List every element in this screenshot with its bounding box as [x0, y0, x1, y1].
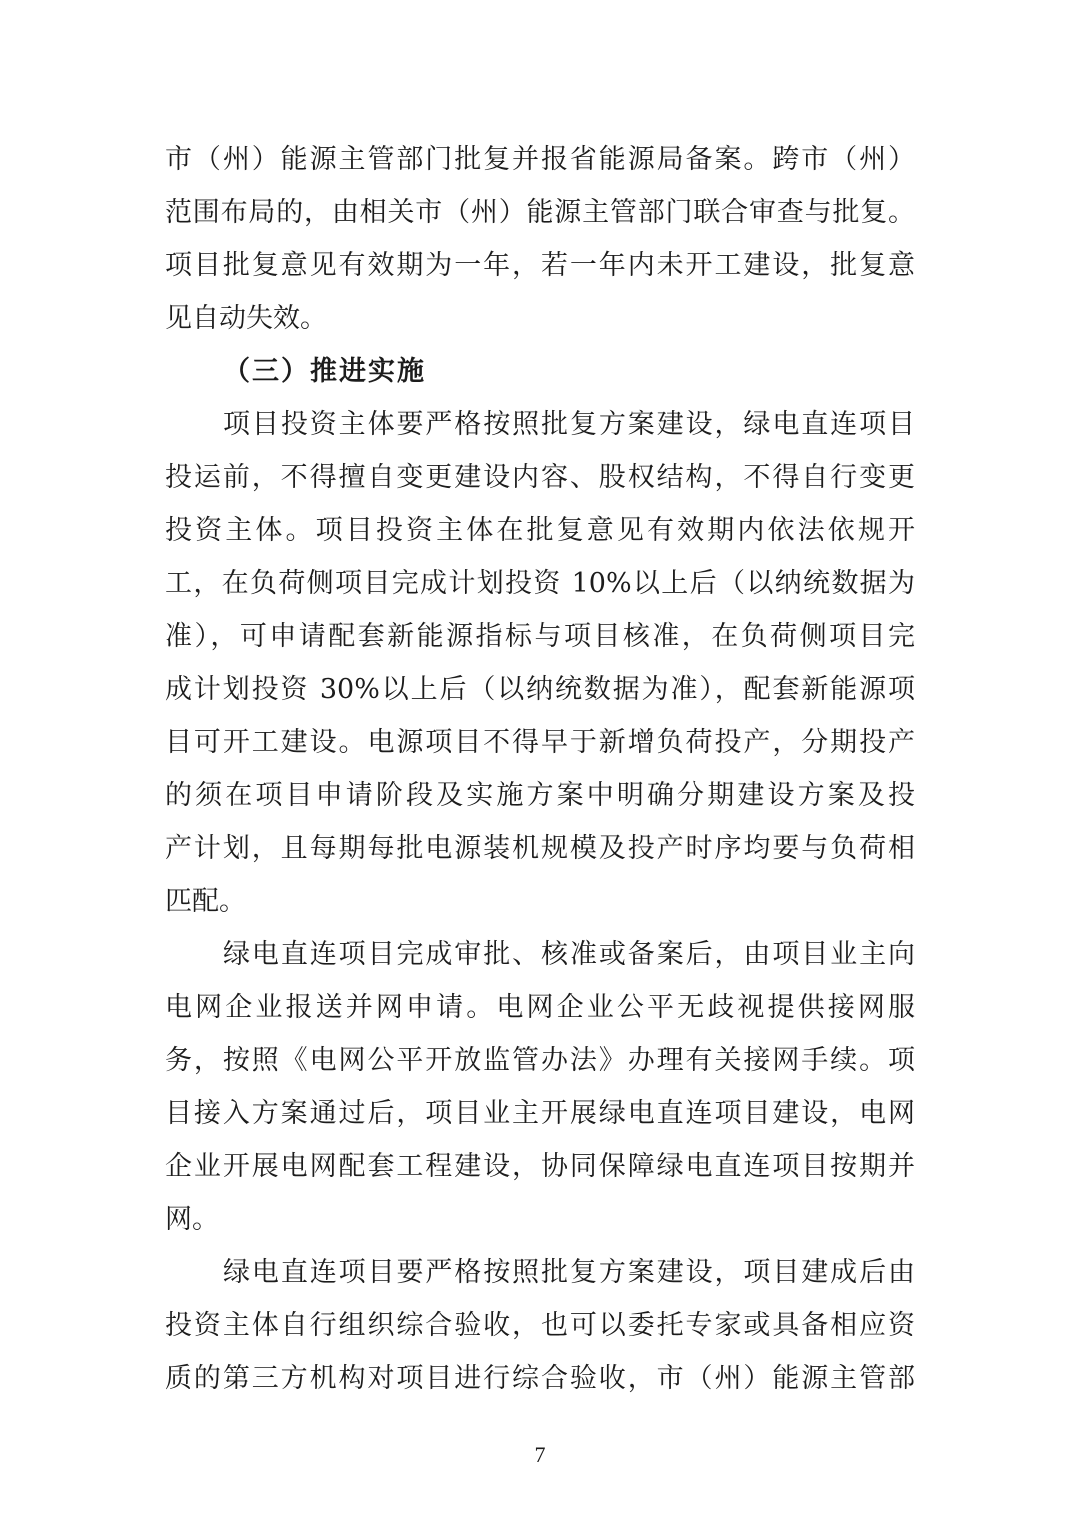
text-line: 匹配。	[165, 886, 246, 917]
text-line: 项目批复意见有效期为一年，若一年内未开工建设，批复意	[165, 250, 915, 281]
text-line: 绿电直连项目完成审批、核准或备案后，由项目业主向	[223, 939, 915, 970]
section-heading: （三）推进实施	[223, 356, 426, 387]
text-line: 电网企业报送并网申请。电网企业公平无歧视提供接网服	[165, 992, 915, 1023]
text-line: 目接入方案通过后，项目业主开展绿电直连项目建设，电网	[165, 1098, 915, 1129]
text-line: 投资主体自行组织综合验收，也可以委托专家或具备相应资	[165, 1310, 915, 1341]
text-line: 项目投资主体要严格按照批复方案建设，绿电直连项目	[223, 409, 915, 440]
text-line: 的须在项目申请阶段及实施方案中明确分期建设方案及投	[165, 780, 915, 811]
text-line: 目可开工建设。电源项目不得早于新增负荷投产，分期投产	[165, 727, 915, 758]
text-line: 准），可申请配套新能源指标与项目核准，在负荷侧项目完	[165, 621, 915, 652]
text-line: 务，按照《电网公平开放监管办法》办理有关接网手续。项	[165, 1045, 915, 1076]
text-line: 产计划，且每期每批电源装机规模及投产时序均要与负荷相	[165, 833, 915, 864]
text-line: 投资主体。项目投资主体在批复意见有效期内依法依规开	[165, 515, 915, 546]
text-line: 企业开展电网配套工程建设，协同保障绿电直连项目按期并	[165, 1151, 915, 1182]
text-line: 工，在负荷侧项目完成计划投资 10%以上后（以纳统数据为	[165, 568, 915, 599]
body-text	[165, 133, 915, 1405]
text-line: 投运前，不得擅自变更建设内容、股权结构，不得自行变更	[165, 462, 915, 493]
text-line: 市（州）能源主管部门批复并报省能源局备案。跨市（州）	[165, 144, 915, 175]
text-line: 范围布局的，由相关市（州）能源主管部门联合审查与批复。	[165, 197, 915, 228]
text-line: 质的第三方机构对项目进行综合验收，市（州）能源主管部	[165, 1363, 915, 1394]
text-line: 网。	[165, 1204, 219, 1235]
text-line: 绿电直连项目要严格按照批复方案建设，项目建成后由	[223, 1257, 915, 1288]
text-line: 成计划投资 30%以上后（以纳统数据为准），配套新能源项	[165, 674, 915, 705]
page-number: 7	[534, 1442, 546, 1467]
text-line: 见自动失效。	[165, 303, 327, 334]
